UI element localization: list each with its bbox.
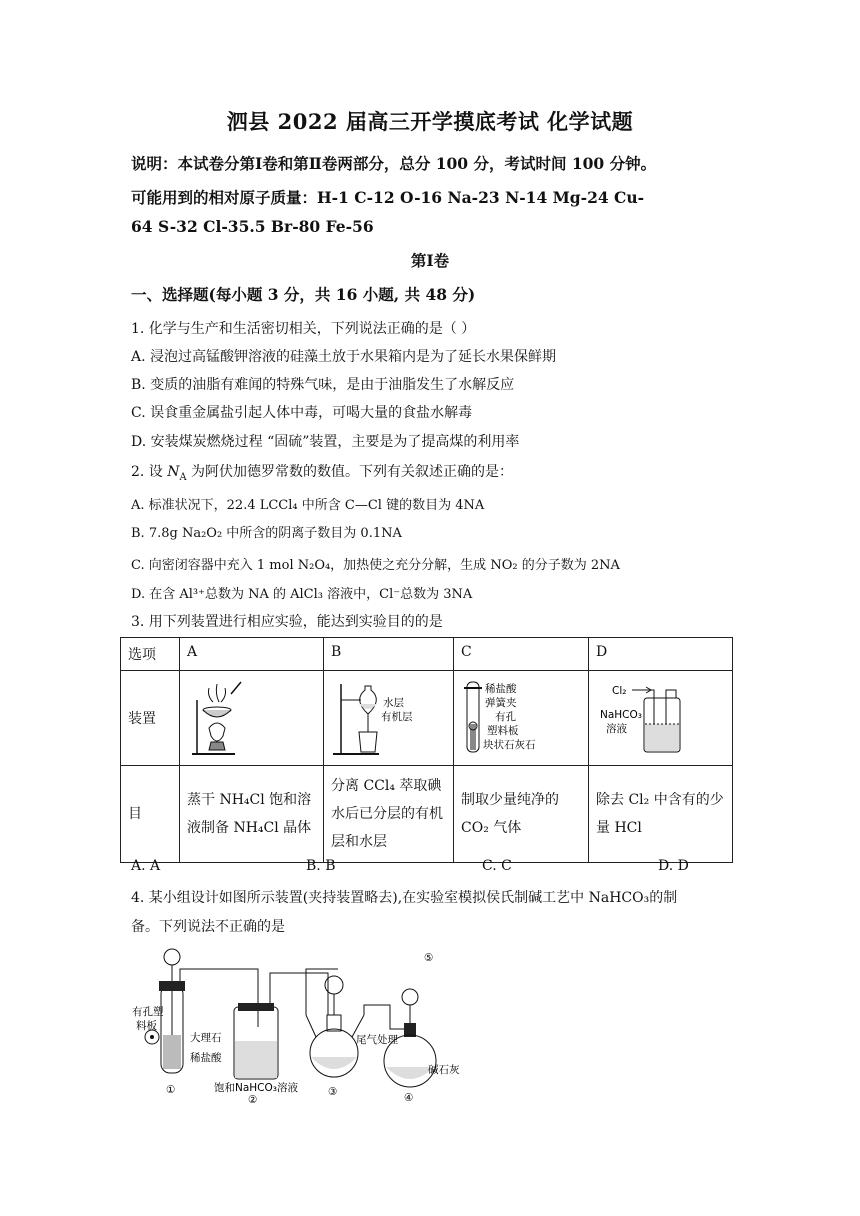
- label-nahco3-solution: 饱和NaHCO₃溶液: [214, 1082, 298, 1094]
- purpose-c: 制取少量纯净的 CO₂ 气体: [454, 766, 589, 863]
- section-heading: 一、选择题(每小题 3 分，共 16 小题, 共 48 分): [131, 285, 476, 304]
- label-dilute-hcl-q4: 稀盐酸: [190, 1052, 222, 1064]
- table-header-b: B: [324, 638, 454, 671]
- label-soda-lime: 碱石灰: [428, 1064, 460, 1076]
- q2-option-c: C. 向密闭容器中充入 1 mol N₂O₄，加热使之充分分解，生成 NO₂ 的分子数为 2NA: [131, 558, 620, 573]
- table-header-option: 选项: [121, 638, 180, 671]
- answer-c: C. C: [482, 858, 512, 874]
- label-number-4: ④: [404, 1092, 414, 1104]
- label-cl2: Cl₂: [612, 685, 627, 697]
- q2-stem-post: 为阿伏加德罗常数的数值。下列有关叙述正确的是：: [186, 464, 514, 480]
- page-title: 泗县 2022 届高三开学摸底考试 化学试题: [226, 109, 634, 134]
- label-porous-plate: 料板: [136, 1020, 157, 1032]
- q2-stem: [131, 461, 731, 483]
- label-solution: 溶液: [606, 723, 627, 735]
- q2-option-a: A. 标准状况下，22.4 LCCl₄ 中所含 C—Cl 键的数目为 4NA: [131, 498, 485, 513]
- separatory-funnel-icon: [331, 680, 431, 756]
- q1-option-a: A. 浸泡过高锰酸钾溶液的硅藻土放于水果箱内是为了延长水果保鲜期: [131, 349, 557, 365]
- label-dilute-hcl: 稀盐酸: [485, 683, 517, 695]
- q4-stem-2: 备。下列说法不正确的是: [131, 919, 285, 935]
- purpose-a: 蒸干 NH₄Cl 饱和溶液制备 NH₄Cl 晶体: [180, 766, 324, 863]
- label-organic-layer: 有机层: [381, 711, 413, 723]
- q2-stem-na: N: [167, 464, 180, 480]
- answer-d: D. D: [658, 858, 689, 874]
- label-nahco3: NaHCO₃: [600, 709, 642, 721]
- q1-stem: 1. 化学与生产和生活密切相关，下列说法正确的是（ ）: [131, 321, 476, 337]
- label-marble: 大理石: [190, 1032, 222, 1044]
- atomic-mass-line-1: 可能用到的相对原子质量：H-1 C-12 O-16 Na-23 N-14 Mg-24 Cu-: [131, 188, 645, 207]
- q2-option-d: D. 在含 Al³⁺总数为 NA 的 AlCl₃ 溶液中，Cl⁻总数为 3NA: [131, 587, 473, 602]
- evaporating-dish-icon: [187, 680, 257, 756]
- part-heading: 第Ⅰ卷: [410, 251, 450, 270]
- q4-apparatus-diagram: [128, 945, 488, 1105]
- purpose-b: 分离 CCl₄ 萃取碘水后已分层的有机层和水层: [324, 766, 454, 863]
- gas-generator-icon: [461, 680, 571, 756]
- label-number-1: ①: [166, 1084, 176, 1096]
- q3-options-table: [120, 637, 733, 863]
- apparatus-a: [180, 671, 324, 766]
- label-spring-clamp: 弹簧夹: [485, 697, 517, 709]
- q1-option-d: D. 安装煤炭燃烧过程 “固硫”装置，主要是为了提高煤的利用率: [131, 434, 520, 450]
- purpose-d: 除去 Cl₂ 中含有的少量 HCl: [589, 766, 733, 863]
- label-plastic-plate: 塑料板: [487, 725, 519, 737]
- label-number-3: ③: [328, 1086, 338, 1098]
- q1-option-b: B. 变质的油脂有难闻的特殊气味，是由于油脂发生了水解反应: [131, 377, 515, 393]
- q3-stem: 3. 用下列装置进行相应实验，能达到实验目的的是: [131, 614, 443, 630]
- answer-b: B. B: [306, 858, 336, 874]
- gas-washing-bottle-icon: [596, 680, 716, 756]
- label-limestone: 块状石灰石: [483, 739, 536, 751]
- label-tail-gas: 尾气处理: [356, 1034, 398, 1046]
- q4-stem-1: 4. 某小组设计如图所示装置(夹持装置略去),在实验室模拟侯氏制碱工艺中 NaHCO₃的制: [131, 890, 678, 906]
- label-number-2: ②: [248, 1094, 258, 1105]
- q2-stem-sub: A: [179, 471, 187, 483]
- table-header-d: D: [589, 638, 733, 671]
- answer-a: A. A: [131, 858, 161, 874]
- q2-stem-pre: 2. 设: [131, 464, 168, 480]
- label-water-layer: 水层: [383, 697, 404, 709]
- row-label-purpose: 目: [121, 766, 180, 863]
- table-header-a: A: [180, 638, 324, 671]
- apparatus-c: [454, 671, 589, 766]
- apparatus-d: [589, 671, 733, 766]
- row-label-apparatus: 装置: [121, 671, 180, 766]
- exam-note: 说明：本试卷分第Ⅰ卷和第Ⅱ卷两部分，总分 100 分，考试时间 100 分钟。: [131, 154, 657, 173]
- q2-option-b: B. 7.8g Na₂O₂ 中所含的阴离子数目为 0.1NA: [131, 526, 402, 541]
- apparatus-b: [324, 671, 454, 766]
- label-porous: 有孔: [495, 711, 516, 723]
- atomic-mass-line-2: 64 S-32 Cl-35.5 Br-80 Fe-56: [131, 217, 374, 236]
- table-header-c: C: [454, 638, 589, 671]
- label-porous-plastic: 有孔塑: [132, 1006, 164, 1018]
- q1-option-c: C. 误食重金属盐引起人体中毒，可喝大量的食盐水解毒: [131, 405, 473, 421]
- label-number-5: ⑤: [424, 952, 434, 964]
